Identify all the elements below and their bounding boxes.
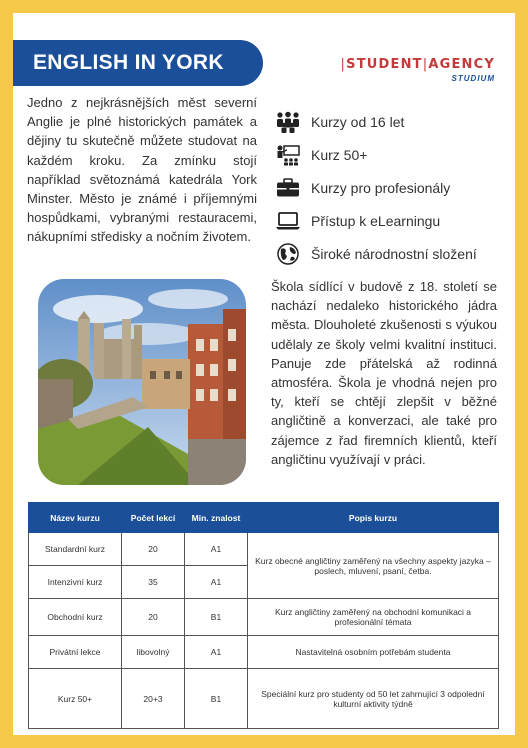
- course-lessons: 20: [122, 533, 185, 566]
- feature-item: [275, 237, 505, 270]
- course-name: Standardní kurz: [29, 533, 122, 566]
- course-description: Kurz angličtiny zaměřený na obchodní komunikaci a profesionální témata: [248, 599, 499, 636]
- table-row: [29, 533, 499, 566]
- course-description: Speciální kurz pro studenty od 50 let zahrnující 3 odpolední kulturní aktivity týdně: [248, 669, 499, 729]
- page: [13, 13, 515, 735]
- course-name: Obchodní kurz: [29, 599, 122, 636]
- course-description: Nastavitelná osobním potřebám studenta: [248, 636, 499, 669]
- description-text: Škola sídlící v budově z 18. století se nachází nedaleko historického jádra města. Dlouholeté zkušenosti s výukou udělaly ze školy velmi kvalitní instituci. Panuje zde přátelská až rodinná atmosféra. Škola je vhodná nejen pro ty, kteří se chtějí zlepšit v běžné angličtině a konverzaci, ale také pro zájemce z řad firemních klientů, kteří angličtinu využívají v práci.: [271, 279, 497, 467]
- logo-part-1: STUDENT: [346, 57, 423, 72]
- page-title: ENGLISH IN YORK: [33, 51, 224, 74]
- logo-sub: STUDIUM: [451, 74, 495, 83]
- table-header-row: [29, 503, 499, 533]
- intro-text: Jedno z nejkrásnějších měst severní Anglie je plné historických památek a dějiny tu skutečně můžete studovat na každém kroku. Za zmínku stojí například světoznámá katedrála York Minster. Město je známé i příjemnými hospůdkami, vybranými restauracemi, nákupními středisky a nočním životem.: [27, 95, 257, 245]
- logo-part-2: AGENCY: [428, 57, 495, 72]
- column-header: Počet lekcí: [122, 503, 185, 533]
- feature-label: Kurz 50+: [311, 146, 368, 163]
- table-row: [29, 636, 499, 669]
- courses-table: [28, 502, 499, 729]
- table-row: [29, 669, 499, 729]
- course-lessons: 20+3: [122, 669, 185, 729]
- column-header: Popis kurzu: [248, 503, 499, 533]
- table-row: [29, 599, 499, 636]
- feature-label: Kurzy od 16 let: [311, 113, 405, 130]
- feature-label: Široké národnostní složení: [311, 245, 477, 262]
- group-icon: [275, 111, 301, 133]
- course-lessons: 20: [122, 599, 185, 636]
- feature-item: [275, 204, 505, 237]
- course-level: B1: [185, 669, 248, 729]
- globe-icon: [275, 243, 301, 265]
- column-header: Název kurzu: [29, 503, 122, 533]
- course-name: Privátní lekce: [29, 636, 122, 669]
- feature-list: [275, 105, 505, 270]
- feature-item: [275, 171, 505, 204]
- course-lessons: libovolný: [122, 636, 185, 669]
- feature-item: [275, 105, 505, 138]
- feature-label: Kurzy pro profesionály: [311, 179, 451, 196]
- course-level: A1: [185, 533, 248, 566]
- logo: |STUDENT|AGENCY STUDIUM: [340, 57, 495, 83]
- course-level: A1: [185, 636, 248, 669]
- course-lessons: 35: [122, 566, 185, 599]
- course-level: A1: [185, 566, 248, 599]
- course-name: Kurz 50+: [29, 669, 122, 729]
- feature-label: Přístup k eLearningu: [311, 212, 441, 229]
- classroom-icon: [275, 144, 301, 166]
- title-banner: [13, 40, 263, 86]
- laptop-icon: [275, 210, 301, 232]
- course-level: B1: [185, 599, 248, 636]
- york-photo: [38, 279, 246, 485]
- briefcase-icon: [275, 177, 301, 199]
- course-name: Intenzivní kurz: [29, 566, 122, 599]
- feature-item: [275, 138, 505, 171]
- column-header: Min. znalost: [185, 503, 248, 533]
- course-description: Kurz obecné angličtiny zaměřený na všechny aspekty jazyka – poslech, mluvení, psaní, četba.: [248, 533, 499, 599]
